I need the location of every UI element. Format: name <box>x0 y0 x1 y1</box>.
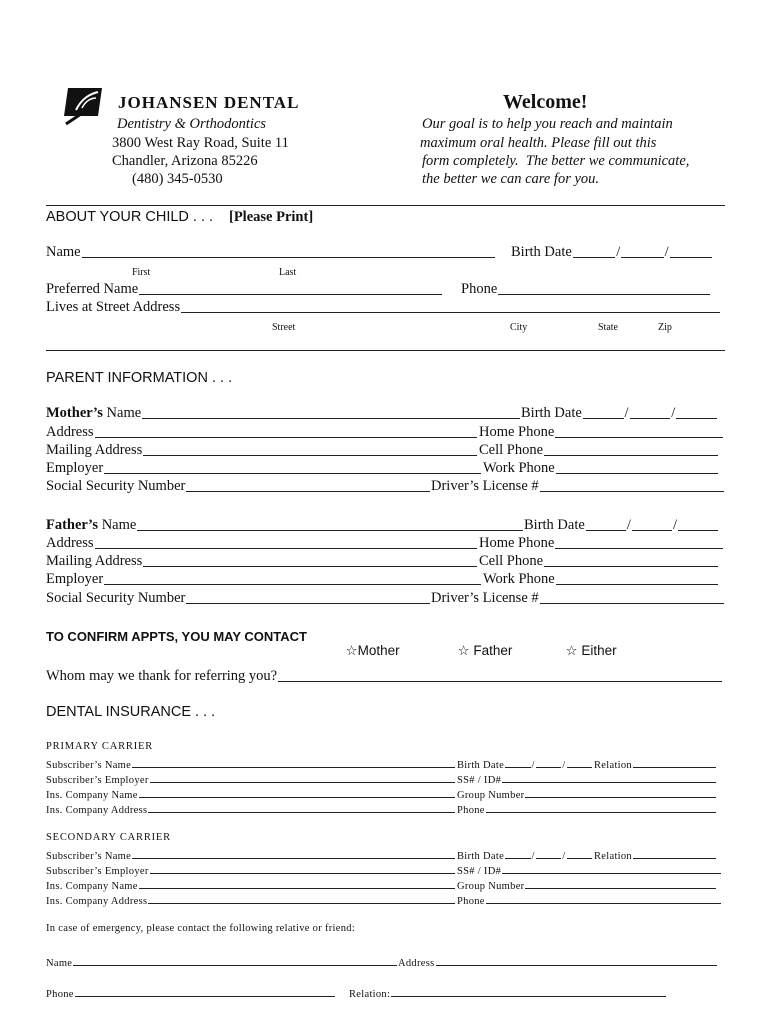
state-hint: State <box>598 322 618 333</box>
practice-tagline: Dentistry & Orthodontics <box>117 116 267 132</box>
primary-company-name-label: Ins. Company Name <box>46 790 138 801</box>
secondary-ssn-field[interactable] <box>457 861 722 877</box>
father-cell-phone-label: Cell Phone <box>479 553 544 569</box>
child-divider <box>46 350 725 351</box>
father-mailing-address-field[interactable] <box>46 554 478 570</box>
secondary-relation-field[interactable] <box>594 846 717 862</box>
contact-option-mother[interactable] <box>338 628 400 659</box>
welcome-line-3: form completely. The better we communicate, <box>422 153 690 169</box>
mother-home-phone-field[interactable] <box>479 425 724 441</box>
secondary-subscriber-name-field[interactable] <box>46 846 456 862</box>
father-mailing-address-label: Mailing Address <box>46 553 143 569</box>
primary-company-address-label: Ins. Company Address <box>46 805 148 816</box>
secondary-ssn-label: SS# / ID# <box>457 866 502 877</box>
primary-carrier-title: PRIMARY CARRIER <box>46 741 154 752</box>
secondary-company-name-label: Ins. Company Name <box>46 881 138 892</box>
father-home-phone-field[interactable] <box>479 536 724 552</box>
primary-birth-date-label: Birth Date <box>457 760 505 771</box>
contact-option-father-label: Father <box>473 643 513 658</box>
mother-ssn-field[interactable] <box>46 479 431 495</box>
child-birth-date-label: Birth Date <box>511 244 572 260</box>
emergency-address-label: Address <box>398 958 435 969</box>
child-section-title: ABOUT YOUR CHILD . . . <box>46 209 214 225</box>
primary-subscriber-employer-field[interactable] <box>46 770 456 786</box>
address-line-1: 3800 West Ray Road, Suite 11 <box>112 135 289 151</box>
mother-mailing-address-field[interactable] <box>46 443 478 459</box>
mother-birth-date-label: Birth Date <box>521 405 582 421</box>
secondary-subscriber-name-label: Subscriber’s Name <box>46 851 132 862</box>
emergency-address-field[interactable] <box>398 953 718 969</box>
header-divider <box>46 205 725 206</box>
primary-subscriber-employer-label: Subscriber’s Employer <box>46 775 149 786</box>
mother-drivers-license-field[interactable] <box>431 479 725 495</box>
contact-label: TO CONFIRM APPTS, YOU MAY CONTACT <box>46 629 307 644</box>
mother-birth-date-field[interactable]: Birth Date / / <box>521 406 718 422</box>
welcome-line-1: Our goal is to help you reach and maintain <box>422 116 673 132</box>
preferred-name-label: Preferred Name <box>46 281 139 297</box>
mother-address-label: Address <box>46 424 94 440</box>
father-ssn-label: Social Security Number <box>46 590 186 606</box>
mother-name-label: Name <box>102 405 142 421</box>
father-bold-label: Father’s <box>46 517 99 533</box>
primary-group-number-field[interactable] <box>457 785 717 801</box>
mother-bold-label: Mother’s <box>46 405 103 421</box>
secondary-company-name-field[interactable] <box>46 876 456 892</box>
primary-subscriber-name-label: Subscriber’s Name <box>46 760 132 771</box>
mother-ssn-label: Social Security Number <box>46 478 186 494</box>
emergency-relation-field[interactable] <box>349 984 667 1000</box>
father-drivers-license-field[interactable] <box>431 591 725 607</box>
child-section-note: [Please Print] <box>229 209 314 225</box>
father-work-phone-label: Work Phone <box>483 571 555 587</box>
child-birth-date-field[interactable]: Birth Date / / <box>511 245 713 261</box>
primary-ssn-field[interactable] <box>457 770 717 786</box>
mother-employer-field[interactable] <box>46 461 482 477</box>
contact-option-either-label: Either <box>581 643 617 658</box>
father-name-field[interactable] <box>46 518 524 534</box>
emergency-intro: In case of emergency, please contact the following relative or friend: <box>46 923 356 934</box>
welcome-line-2: maximum oral health. Please fill out this <box>420 135 657 151</box>
contact-option-father[interactable] <box>450 628 512 659</box>
secondary-relation-label: Relation <box>594 851 632 862</box>
mother-name-field[interactable] <box>46 406 521 422</box>
primary-ssn-label: SS# / ID# <box>457 775 502 786</box>
referral-field[interactable] <box>46 669 723 685</box>
secondary-company-address-field[interactable] <box>46 891 456 907</box>
secondary-carrier-title: SECONDARY CARRIER <box>46 832 171 843</box>
mother-work-phone-label: Work Phone <box>483 460 555 476</box>
star-icon: ☆ <box>457 643 470 658</box>
child-name-field[interactable] <box>46 245 496 261</box>
father-address-field[interactable] <box>46 536 478 552</box>
primary-company-address-field[interactable] <box>46 800 456 816</box>
primary-group-number-label: Group Number <box>457 790 525 801</box>
welcome-heading: Welcome! <box>503 91 588 113</box>
star-icon: ☆ <box>565 643 578 658</box>
emergency-phone-field[interactable] <box>46 984 336 1000</box>
father-work-phone-field[interactable] <box>483 572 719 588</box>
secondary-birth-date-label: Birth Date <box>457 851 505 862</box>
mother-address-field[interactable] <box>46 425 478 441</box>
insurance-section-title: DENTAL INSURANCE . . . <box>46 704 216 720</box>
primary-subscriber-name-field[interactable] <box>46 755 456 771</box>
primary-birth-date-field[interactable]: Birth Date / / <box>457 755 593 771</box>
street-hint: Street <box>272 322 296 333</box>
contact-option-either[interactable] <box>558 628 617 659</box>
father-birth-date-field[interactable]: Birth Date / / <box>524 518 719 534</box>
emergency-relation-label: Relation: <box>349 989 391 1000</box>
first-hint: First <box>132 267 151 278</box>
child-phone-label: Phone <box>461 281 498 297</box>
practice-phone: (480) 345-0530 <box>132 171 223 187</box>
mother-work-phone-field[interactable] <box>483 461 719 477</box>
mother-home-phone-label: Home Phone <box>479 424 555 440</box>
preferred-name-field[interactable] <box>46 282 443 298</box>
city-hint: City <box>510 322 528 333</box>
father-ssn-field[interactable] <box>46 591 431 607</box>
emergency-phone-label: Phone <box>46 989 74 1000</box>
address-line-2: Chandler, Arizona 85226 <box>112 153 258 169</box>
street-address-label: Lives at Street Address <box>46 299 181 315</box>
secondary-subscriber-employer-label: Subscriber’s Employer <box>46 866 149 877</box>
contact-option-mother-label: Mother <box>357 643 400 658</box>
parent-section-title: PARENT INFORMATION . . . <box>46 370 233 386</box>
father-drivers-license-label: Driver’s License # <box>431 590 539 606</box>
emergency-name-label: Name <box>46 958 73 969</box>
father-name-label: Name <box>98 517 137 533</box>
secondary-company-address-label: Ins. Company Address <box>46 896 148 907</box>
mother-cell-phone-field[interactable] <box>479 443 719 459</box>
child-name-label: Name <box>46 244 81 260</box>
mother-cell-phone-label: Cell Phone <box>479 442 544 458</box>
practice-logo <box>62 86 106 126</box>
mother-mailing-address-label: Mailing Address <box>46 442 143 458</box>
primary-phone-label: Phone <box>457 805 485 816</box>
secondary-phone-field[interactable] <box>457 891 722 907</box>
star-icon: ☆ <box>345 643 358 658</box>
welcome-line-4: the better we can care for you. <box>422 171 600 187</box>
father-address-label: Address <box>46 535 94 551</box>
secondary-phone-label: Phone <box>457 896 485 907</box>
primary-relation-label: Relation <box>594 760 632 771</box>
mother-drivers-license-label: Driver’s License # <box>431 478 539 494</box>
practice-name: JOHANSEN DENTAL <box>118 93 300 112</box>
father-home-phone-label: Home Phone <box>479 535 555 551</box>
zip-hint: Zip <box>658 322 672 333</box>
last-hint: Last <box>279 267 297 278</box>
primary-company-name-field[interactable] <box>46 785 456 801</box>
mother-employer-label: Employer <box>46 460 104 476</box>
street-address-field[interactable] <box>46 300 721 316</box>
father-cell-phone-field[interactable] <box>479 554 719 570</box>
emergency-name-field[interactable] <box>46 953 398 969</box>
secondary-subscriber-employer-field[interactable] <box>46 861 456 877</box>
father-birth-date-label: Birth Date <box>524 517 585 533</box>
secondary-birth-date-field[interactable]: Birth Date / / <box>457 846 593 862</box>
referral-label: Whom may we thank for referring you? <box>46 668 278 684</box>
father-employer-field[interactable] <box>46 572 482 588</box>
primary-phone-field[interactable] <box>457 800 717 816</box>
father-employer-label: Employer <box>46 571 104 587</box>
primary-relation-field[interactable] <box>594 755 717 771</box>
child-phone-field[interactable] <box>461 282 711 298</box>
secondary-group-number-label: Group Number <box>457 881 525 892</box>
secondary-group-number-field[interactable] <box>457 876 717 892</box>
